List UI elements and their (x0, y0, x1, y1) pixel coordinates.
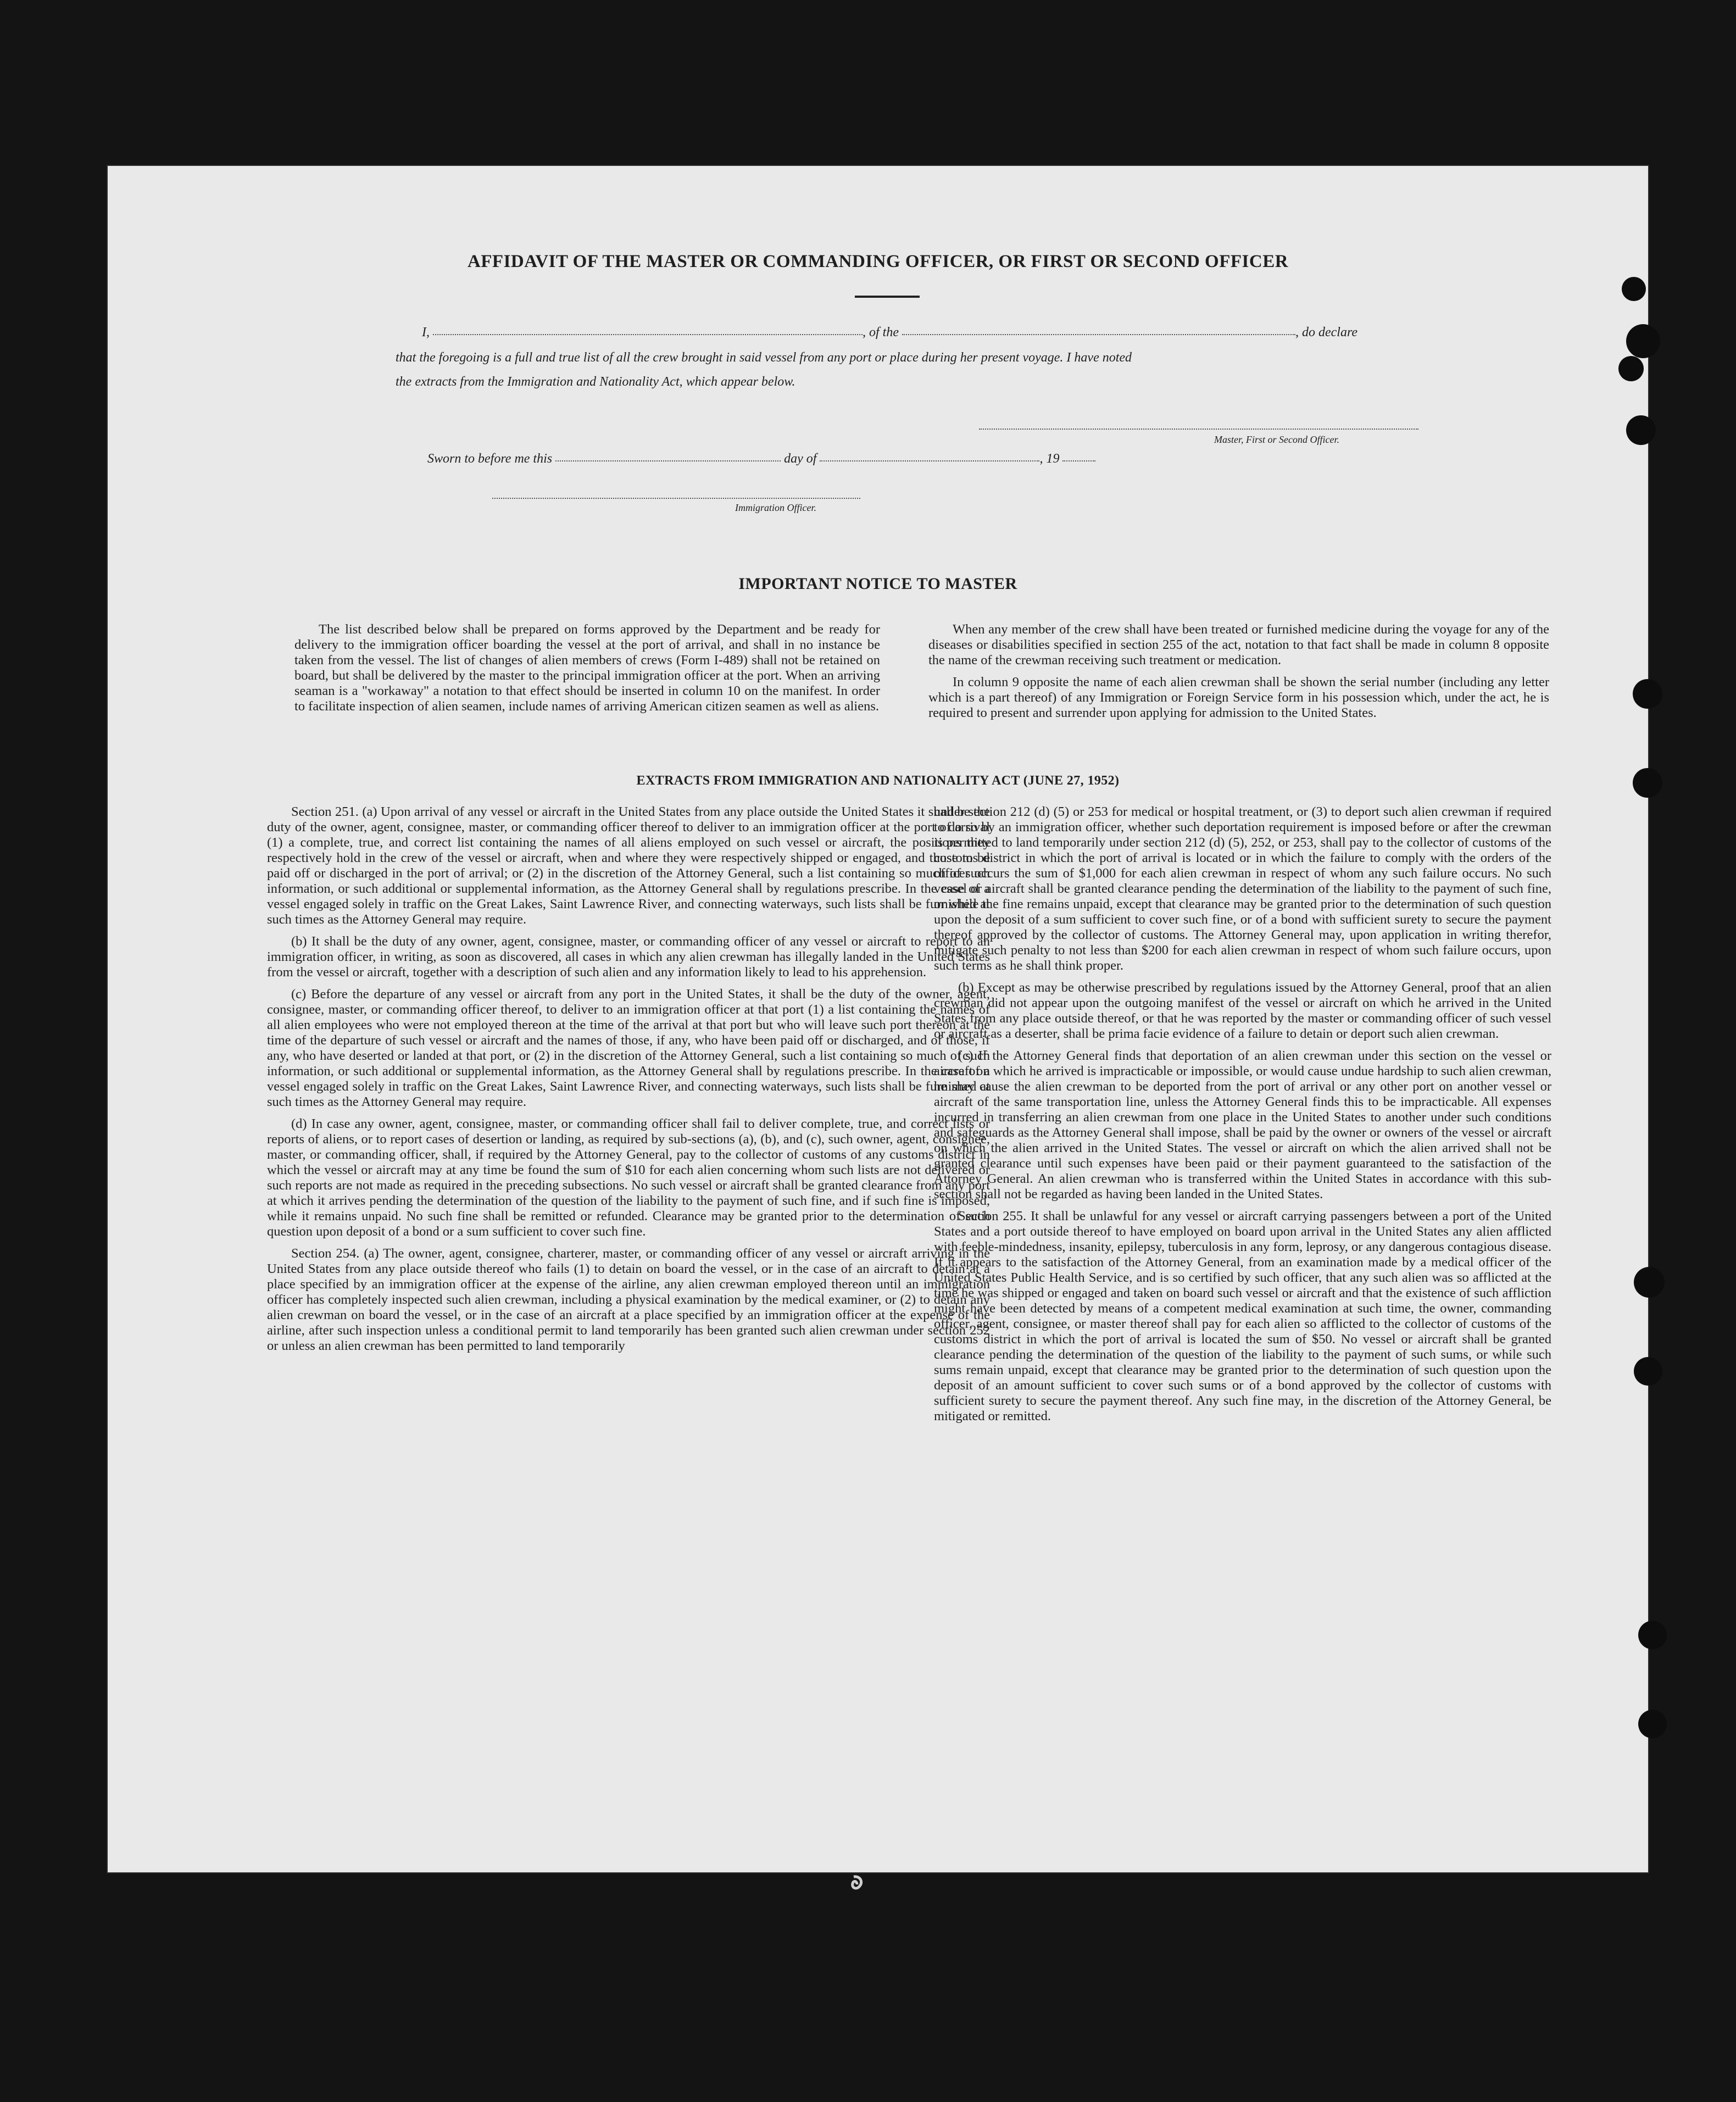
section-254a-continued: under section 212 (d) (5) or 253 for medical or hospital treatment, or (3) to deport such alien crewman if required to do so by an immigration officer, whether such deportation requirement is imposed before or after the crewman is permitted to land temporarily under section 212 (d) (5), 252, or 253, shall pay to the collector of customs of the customs district in which the port of arrival is located or in which the failure to comply with the orders of the officer occurs the sum of $1,000 for each alien crewman in respect of whom any such failure occurs. No such vessel or aircraft shall be granted clearance pending the determination of the liability to the payment of such fine, or while the fine remains unpaid, except that clearance may be granted prior to the determination of such question upon the deposit of a sum sufficient to cover such fine, or of a bond with sufficient surety to secure the payment thereof approved by the collector of customs. The Attorney General may, upon application in writing therefor, mitigate such penalty to not less than $200 for each alien crewman in respect of whom such failure occurs, upon such terms as he shall think proper. (934, 804, 1551, 973)
punch-hole (1634, 1267, 1665, 1298)
section-251d: (d) In case any owner, agent, consignee, master, or commanding officer shall fail to deliver complete, true, and correct lists or reports of aliens, or to report cases of desertion or landing, as required by sub-sections (a), (b), and (c), such owner, agent, consignee, master, or commanding officer, shall, if required by the Attorney General, pay to the collector of customs of any customs district in which the vessel or aircraft may at any time be found the sum of $10 for each alien concerning whom such lists are not delivered or such reports are not made as required in the preceding subsections. No such vessel or aircraft shall be granted clearance from any port at which it arrives pending the determination of the question of the liability to the payment of such fine, and if such fine is imposed, while it remains unpaid. No such fine shall be remitted or refunded. Clearance may be granted prior to the determination of such question upon deposit of a bond or a sum sufficient to cover such fine. (267, 1116, 990, 1239)
sworn-day-blank[interactable] (555, 459, 781, 461)
officer-signature-line[interactable] (492, 498, 860, 499)
notice-paragraph: When any member of the crew shall have been treated or furnished medicine during the voyage for any of the diseases or disabilities specified in section 255 of the act, notation to that fact shall be made in column 8 opposite the name of the crewman receiving such treatment or medication. (928, 622, 1549, 668)
punch-hole (1626, 415, 1656, 445)
punch-hole (1633, 679, 1662, 709)
declaration-line-1 (422, 325, 1357, 340)
notice-paragraph: The list described below shall be prepared on forms approved by the Department and be ready for delivery to the immigration officer boarding the vessel at the port of arrival, and shall in no instance be taken from the vessel. The list of changes of alien members of crews (Form I-489) shall not be retained on board, but shall be delivered by the master to the principal immigration officer at the port. When an arriving seaman is a "workaway" a notation to that effect should be inserted in column 10 on the manifest. In order to facilitate inspection of alien seamen, include names of arriving American citizen seamen as well as aliens. (294, 622, 880, 714)
punch-hole (1618, 356, 1644, 381)
section-254b: (b) Except as may be otherwise prescribed by regulations issued by the Attorney General, proof that an alien crewman did not appear upon the outgoing manifest of the vessel or aircraft on which he arrived in the United States from any place outside thereof, or that he was reported by the master or commanding officer of such vessel or aircraft as a deserter, shall be prima facie evidence of a failure to detain or deport such alien crewman. (934, 980, 1551, 1041)
declaration-i: I, (422, 325, 430, 340)
section-255: Section 255. It shall be unlawful for any vessel or aircraft carrying passengers between a port of the United States and a port outside thereof to have employed on board upon arrival in the United States any alien afflicted with feeble-mindedness, insanity, epilepsy, tuberculosis in any form, leprosy, or any dangerous contagious disease. If it appears to the satisfaction of the Attorney General, from an examination made by a medical officer of the United States Public Health Service, and is so certified by such officer, that any such alien was so afflicted at the time he was shipped or engaged and taken on board such vessel or aircraft and that the existence of such affliction might have been detected by means of a competent medical examination at such time, the owner, commanding officer, agent, consignee, or master thereof shall pay for each alien so afflicted to the collector of customs of the customs district in which the port of arrival is located the sum of $50. No vessel or aircraft shall be granted clearance pending the determination of the question of the liability to the payment of such sums, or while such sums remain unpaid, except that clearance may be granted prior to the determination of such question upon the deposit of an amount sufficient to cover such sums or of a bond approved by the collector of customs with sufficient surety to secure the payment thereof. Any such fine may, in the discretion of the Attorney General, be mitigated or remitted. (934, 1209, 1552, 1423)
declaration-do-declare: , do declare (1295, 325, 1358, 340)
extracts-title: EXTRACTS FROM IMMIGRATION AND NATIONALITY ACT (JUNE 27, 1952) (636, 774, 1120, 788)
punch-hole (1634, 1357, 1662, 1386)
name-blank[interactable] (433, 333, 863, 335)
section-254c: (c) If the Attorney General finds that deportation of an alien crewman under this section on the vessel or aircraft on which he arrived is impracticable or impossible, or would cause undue hardship to such alien crewman, he may cause the alien crewman to be deported from the port of arrival or any other port on another vessel or aircraft of the same transportation line, unless the Attorney General finds this to be impracticable. All expenses incurred in transferring an alien crewman from one place in the United States to another under such conditions and safeguards as the Attorney General shall impose, shall be paid by the owner or owners of the vessel or aircraft on which the alien arrived in the United States. The vessel or aircraft on which the alien arrived shall not be granted clearance until such expenses have been paid or their payment guaranteed to the satisfaction of the Attorney General. An alien crewman who is transferred within the United States in accordance with this sub-section shall not be regarded as having been landed in the United States. (934, 1048, 1551, 1202)
affidavit-title: AFFIDAVIT OF THE MASTER OR COMMANDING OFFICER, OR FIRST OR SECOND OFFICER (467, 252, 1289, 271)
officer-signature-label: Immigration Officer. (735, 502, 816, 513)
sworn-line (427, 452, 1095, 466)
notice-left-column (294, 622, 880, 721)
sworn-year-blank[interactable] (1062, 459, 1095, 461)
vessel-blank[interactable] (902, 333, 1295, 335)
year-text: , 19 (1039, 452, 1060, 466)
scan-mark (849, 1875, 866, 1894)
declaration-line-3: the extracts from the Immigration and Nationality Act, which appear below. (396, 375, 795, 389)
punch-hole (1633, 768, 1662, 798)
section-251b: (b) It shall be the duty of any owner, agent, consignee, master, or commanding officer of any vessel or aircraft to report to an immigration officer, in writing, as soon as discovered, all cases in which any alien crewman has illegally landed in the United States from the vessel or aircraft, together with a description of such alien and any information likely to lead to his apprehension. (267, 934, 990, 980)
extracts-right-column (934, 804, 1551, 1431)
punch-hole (1626, 324, 1660, 358)
punch-hole (1638, 1621, 1667, 1649)
declaration-of-the: , of the (863, 325, 899, 340)
master-signature-line[interactable] (979, 429, 1418, 430)
notice-title: IMPORTANT NOTICE TO MASTER (738, 575, 1017, 593)
extracts-left-column (267, 804, 990, 1360)
notice-right-column (928, 622, 1549, 727)
notice-paragraph: In column 9 opposite the name of each alien crewman shall be shown the serial number (including any letter which is a part thereof) of any Immigration or Foreign Service form in his possession which, under the act, he is required to present and surrender upon applying for admission to the United States. (928, 675, 1549, 720)
section-251a: Section 251. (a) Upon arrival of any vessel or aircraft in the United States from any place outside the United States it shall be the duty of the owner, agent, consignee, master, or commanding officer thereof to deliver to an immigration officer at the port of arrival (1) a complete, true, and correct list containing the names of all aliens employed on such vessel or aircraft, the positions they respectively hold in the crew of the vessel or aircraft, when and where they were respectively shipped or engaged, and those to be paid off or discharged in the port of arrival; or (2) in the discretion of the Attorney General, such a list containing so much of such information, or such additional or supplemental information, as the Attorney General shall by regulations prescribe. In the case of a vessel engaged solely in traffic on the Great Lakes, Saint Lawrence River, and connecting waterways, such lists shall be furnished at such times as the Attorney General may require. (267, 804, 990, 927)
sworn-text: Sworn to before me this (427, 452, 553, 466)
day-of-text: day of (784, 452, 817, 466)
section-254a: Section 254. (a) The owner, agent, consignee, charterer, master, or commanding officer of any vessel or aircraft arriving in the United States from any place outside thereof who fails (1) to detain on board the vessel, or in the case of an aircraft to detain at a place specified by an immigration officer at the expense of the airline, any alien crewman employed thereon until an immigration officer has completely inspected such alien crewman, including a physical examination by the medical examiner, or (2) to detain any alien crewman on board the vessel, or in the case of an aircraft at a place specified by an immigration officer at the expense of the airline, after such inspection unless a conditional permit to land temporarily has been granted such alien crewman under section 252 or unless an alien crewman has been permitted to land temporarily (267, 1246, 990, 1353)
section-251c: (c) Before the departure of any vessel or aircraft from any port in the United States, it shall be the duty of the owner, agent, consignee, master, or commanding officer thereof, to deliver to an immigration officer at that port (1) a list containing the names of all alien employees who were not employed thereon at the time of the arrival at that port but who will leave such port thereon at the time of the departure of such vessel or aircraft and the names of those, if any, who have been paid off or discharged, and of those, if any, who have deserted or landed at that port, or (2) in the discretion of the Attorney General, such a list containing so much of such information, or such additional or supplemental information, as the Attorney General shall by regulations prescribe. In the case of a vessel engaged solely in traffic on the Great Lakes, Saint Lawrence River, and connecting waterways, such lists shall be furnished at such times as the Attorney General may require. (267, 987, 990, 1109)
declaration-line-2: that the foregoing is a full and true list of all the crew brought in said vessel from any port or place during her present voyage. I have noted (396, 351, 1132, 365)
sworn-month-blank[interactable] (820, 459, 1039, 461)
punch-hole (1638, 1710, 1667, 1738)
title-underline (855, 296, 920, 298)
punch-hole (1622, 277, 1646, 301)
document-page (108, 166, 1648, 1872)
master-signature-label: Master, First or Second Officer. (1214, 434, 1339, 445)
